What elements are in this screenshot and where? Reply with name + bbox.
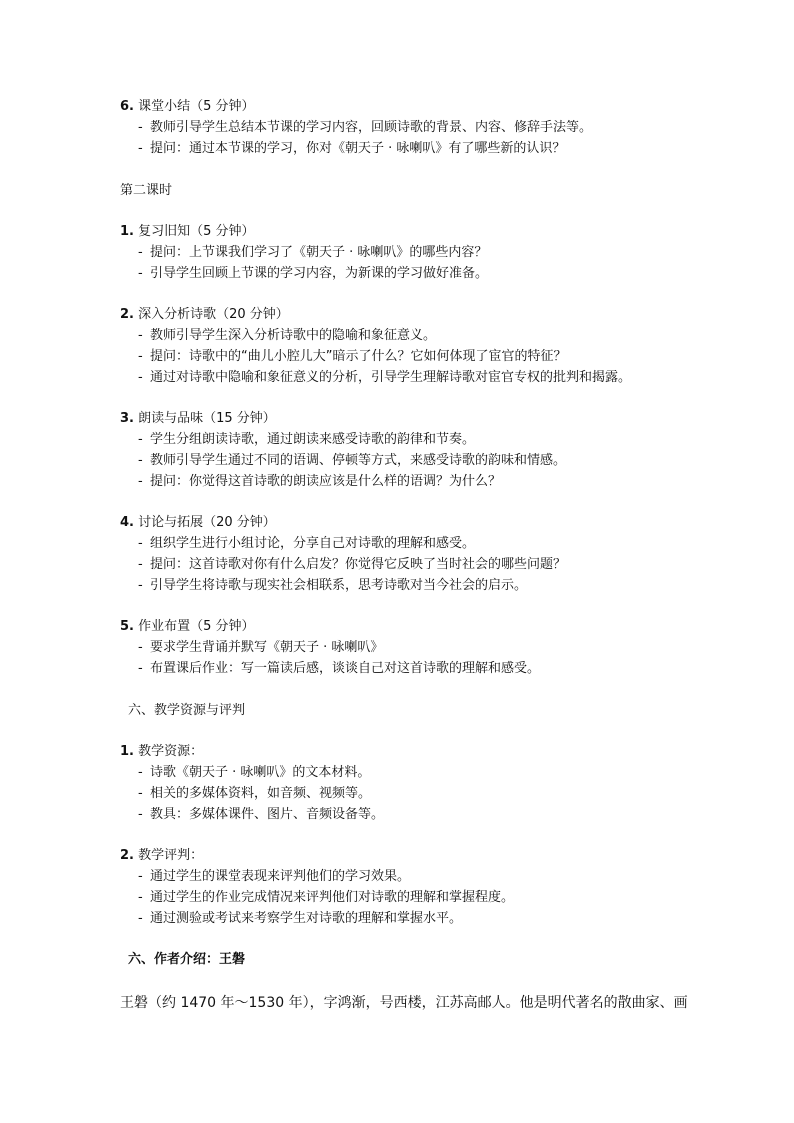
list-item: - 通过测验或考试来考察学生对诗歌的理解和掌握水平。 — [138, 911, 463, 926]
section-heading: 1. 复习旧知（5 分钟） — [120, 224, 255, 239]
section-heading: 4. 讨论与拓展（20 分钟） — [120, 515, 276, 530]
list-item: - 教师引导学生总结本节课的学习内容，回顾诗歌的背景、内容、修辞手法等。 — [138, 120, 593, 135]
list-item: - 提问：你觉得这首诗歌的朗读应该是什么样的语调？为什么？ — [138, 474, 502, 489]
list-item: - 引导学生回顾上节课的学习内容，为新课的学习做好准备。 — [138, 266, 489, 281]
list-item: - 要求学生背诵并默写《朝天子 · 咏喇叭》 — [138, 640, 384, 655]
list-item: - 引导学生将诗歌与现实社会相联系，思考诗歌对当今社会的启示。 — [138, 578, 528, 593]
list-item: - 布置课后作业：写一篇读后感，谈谈自己对这首诗歌的理解和感受。 — [138, 661, 541, 676]
chapter-heading: 六、教学资源与评判 — [128, 703, 246, 718]
list-item: - 通过学生的作业完成情况来评判他们对诗歌的理解和掌握程度。 — [138, 890, 515, 905]
list-item: - 通过学生的课堂表现来评判他们的学习效果。 — [138, 869, 411, 884]
dash: - — [138, 141, 143, 156]
dash: - — [138, 120, 143, 135]
list-item: - 教师引导学生深入分析诗歌中的隐喻和象征意义。 — [138, 328, 437, 343]
author-paragraph: 王磐（约 1470 年～1530 年），字鸿渐，号西楼，江苏高邮人。他是明代著名的散曲家、画 — [120, 995, 688, 1011]
lesson-title: 第二课时 — [120, 183, 173, 198]
list-item: - 通过对诗歌中隐喻和象征意义的分析，引导学生理解诗歌对宦官专权的批判和揭露。 — [138, 370, 632, 385]
section-heading — [120, 99, 255, 115]
list-item: - 相关的多媒体资料，如音频、视频等。 — [138, 786, 372, 801]
list-item: - 提问：通过本节课的学习，你对《朝天子 · 咏喇叭》有了哪些新的认识？ — [138, 141, 566, 156]
list-item: - 诗歌《朝天子 · 咏喇叭》的文本材料。 — [138, 765, 371, 780]
section-number: 6. — [120, 99, 134, 114]
section-heading: 2. 深入分析诗歌（20 分钟） — [120, 307, 289, 322]
list-item: - 提问：诗歌中的“曲儿小腔儿大”暗示了什么？它如何体现了宦官的特征？ — [138, 349, 567, 364]
author-heading: 六、作者介绍：王磐 — [128, 952, 246, 967]
section-heading: 5. 作业布置（5 分钟） — [120, 619, 255, 634]
list-item: - 教具：多媒体课件、图片、音频设备等。 — [138, 807, 385, 822]
list-item: - 教师引导学生通过不同的语调、停顿等方式，来感受诗歌的韵味和情感。 — [138, 453, 567, 468]
section-heading: 2. 教学评判： — [120, 848, 204, 863]
section-heading: 3. 朗读与品味（15 分钟） — [120, 411, 276, 426]
list-item: - 提问：这首诗歌对你有什么启发？你觉得它反映了当时社会的哪些问题？ — [138, 557, 567, 572]
list-item: - 组织学生进行小组讨论，分享自己对诗歌的理解和感受。 — [138, 536, 476, 551]
section-heading: 1. 教学资源： — [120, 744, 204, 759]
list-item: - 学生分组朗读诗歌，通过朗读来感受诗歌的韵律和节奏。 — [138, 432, 476, 447]
list-item: - 提问：上节课我们学习了《朝天子 · 咏喇叭》的哪些内容？ — [138, 245, 488, 260]
section-title: 课堂小结（5 分钟） — [138, 99, 255, 114]
